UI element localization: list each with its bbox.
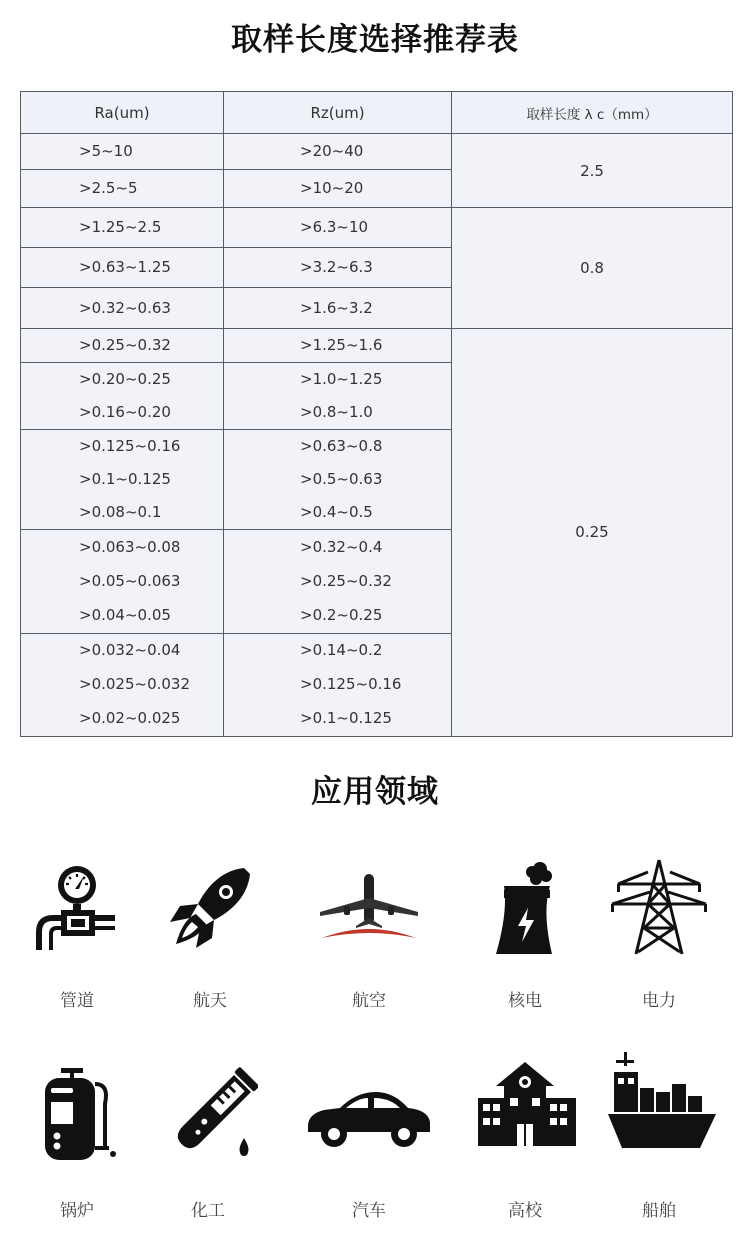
ra-value: >0.25~0.32: [79, 335, 171, 354]
rz-value: >0.125~0.16: [300, 675, 402, 694]
cargo-ship-icon: [604, 1052, 720, 1158]
rz-value: >0.5~0.63: [300, 470, 383, 489]
power-tower-icon: [604, 858, 714, 958]
ra-value: >0.08~0.1: [79, 503, 162, 522]
rz-value: >0.8~1.0: [300, 402, 373, 421]
rz-value: >1.0~1.25: [300, 369, 383, 388]
application-item: [470, 862, 580, 1011]
airplane-icon: [314, 862, 424, 958]
school-building-icon: [470, 1058, 580, 1158]
application-item: [304, 1070, 414, 1221]
header-sampling-length: 取样长度 λ c（mm）: [452, 92, 733, 134]
applications-title: 应用领域: [311, 774, 439, 810]
ra-value: >0.032~0.04: [79, 641, 181, 660]
ra-value: >1.25~2.5: [79, 218, 162, 237]
rz-value: >0.25~0.32: [300, 571, 392, 590]
application-item: [22, 1064, 132, 1221]
rz-value: >1.25~1.6: [300, 335, 383, 354]
ra-value: >2.5~5: [79, 179, 138, 198]
application-item: [153, 1064, 263, 1221]
application-item: [314, 862, 424, 1011]
nuclear-plant-icon: [470, 862, 580, 958]
ra-value: >0.02~0.025: [79, 709, 181, 728]
application-item: [604, 858, 714, 1011]
ra-value: >0.04~0.05: [79, 606, 171, 625]
rz-value: >0.1~0.125: [300, 709, 392, 728]
ra-value: >0.05~0.063: [79, 571, 181, 590]
application-label: 电力: [642, 991, 676, 1011]
ra-value: >0.063~0.08: [79, 537, 181, 556]
ra-value: >0.20~0.25: [79, 369, 171, 388]
ra-value: >5~10: [79, 142, 133, 161]
application-item: [470, 1058, 580, 1221]
car-icon: [304, 1070, 434, 1160]
rz-value: >1.6~3.2: [300, 298, 373, 317]
sampling-length-cell: 0.25: [452, 328, 733, 736]
application-label: 化工: [191, 1201, 225, 1221]
application-label: 核电: [508, 991, 542, 1011]
rz-value: >3.2~6.3: [300, 258, 373, 277]
boiler-icon: [27, 1064, 127, 1164]
rz-value: >0.2~0.25: [300, 606, 383, 625]
table-title: 取样长度选择推荐表: [231, 22, 519, 58]
rz-value: >0.63~0.8: [300, 436, 383, 455]
ra-value: >0.32~0.63: [79, 298, 171, 317]
test-tube-icon: [158, 1064, 258, 1164]
rz-value: >20~40: [300, 142, 364, 161]
ra-value: >0.1~0.125: [79, 470, 171, 489]
ra-value: >0.125~0.16: [79, 436, 181, 455]
ra-value: >0.63~1.25: [79, 258, 171, 277]
application-label: 锅炉: [60, 1201, 94, 1221]
ra-value: >0.025~0.032: [79, 675, 191, 694]
rz-value: >10~20: [300, 179, 364, 198]
header-ra: Ra(um): [21, 92, 224, 134]
application-label: 航空: [352, 991, 386, 1011]
application-label: 航天: [193, 991, 227, 1011]
rz-value: >0.4~0.5: [300, 503, 373, 522]
application-label: 高校: [508, 1201, 542, 1221]
application-item: [22, 862, 132, 1011]
application-item: [604, 1052, 714, 1221]
application-label: 管道: [60, 991, 94, 1011]
application-label: 船舶: [642, 1201, 676, 1221]
header-rz: Rz(um): [224, 92, 452, 134]
pipeline-gauge-icon: [29, 862, 125, 958]
ra-value: >0.16~0.20: [79, 402, 171, 421]
rocket-icon: [160, 862, 260, 958]
sampling-length-cell: 0.8: [452, 208, 733, 328]
application-item: [155, 862, 265, 1011]
application-label: 汽车: [352, 1201, 386, 1221]
rz-value: >6.3~10: [300, 218, 369, 237]
rz-value: >0.32~0.4: [300, 537, 383, 556]
rz-value: >0.14~0.2: [300, 641, 383, 660]
sampling-length-cell: 2.5: [452, 134, 733, 208]
